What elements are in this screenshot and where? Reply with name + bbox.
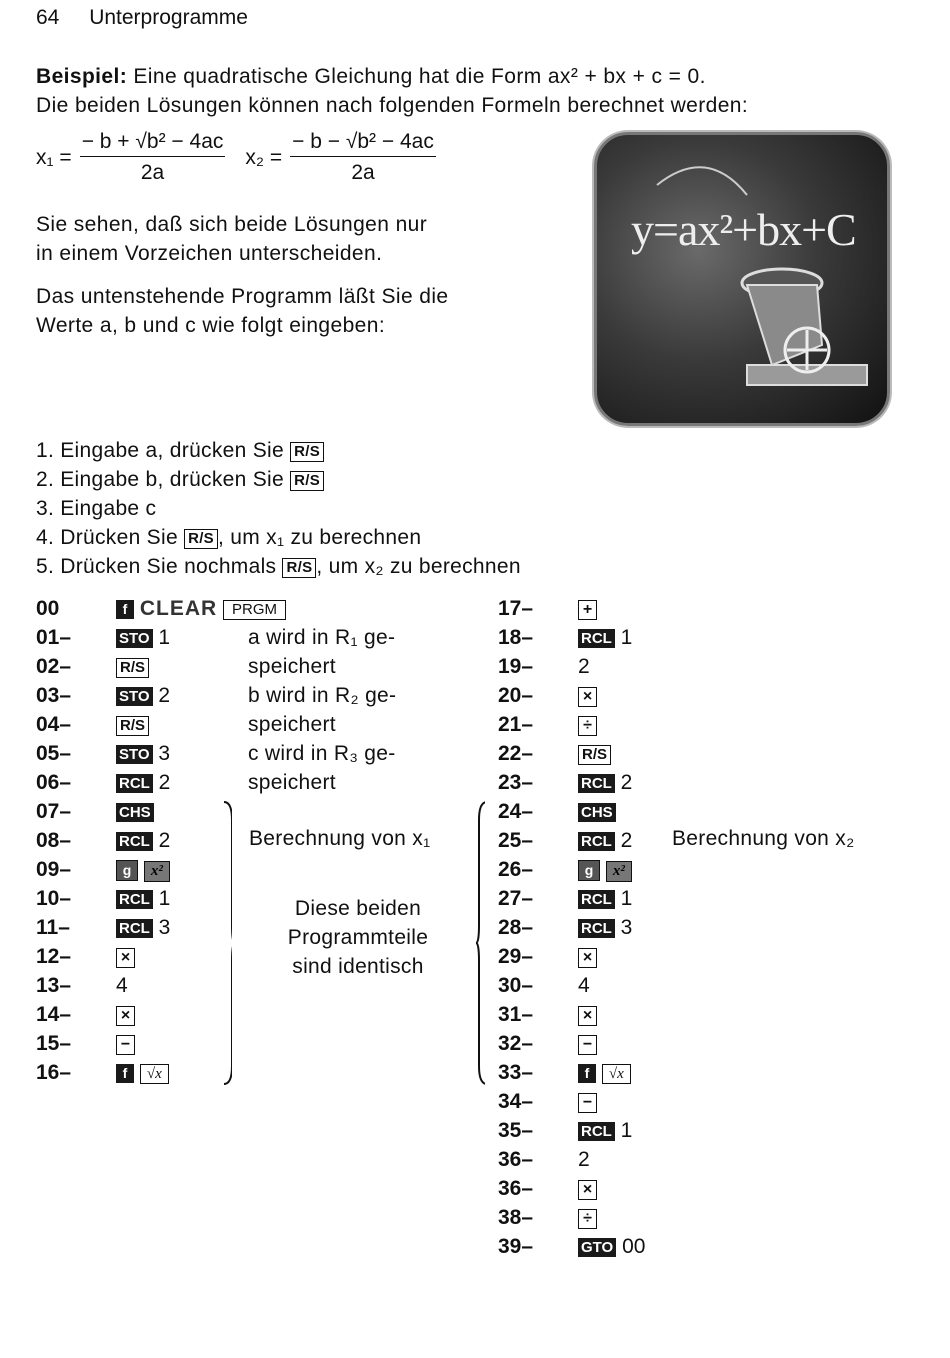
line-number: 28– bbox=[498, 916, 534, 939]
x-squared-key: x² bbox=[144, 861, 170, 882]
key-argument: 4 bbox=[116, 974, 128, 997]
keystrokes bbox=[116, 855, 170, 884]
line-number: 05– bbox=[36, 742, 72, 765]
key-argument: 1 bbox=[620, 1119, 633, 1142]
line-number: 36– bbox=[498, 1148, 534, 1171]
line-number: 15– bbox=[36, 1032, 72, 1055]
step-3 bbox=[36, 494, 521, 523]
line-number: 01– bbox=[36, 626, 72, 649]
prgm-key: PRGM bbox=[223, 600, 286, 620]
keystrokes bbox=[578, 768, 632, 797]
keystrokes bbox=[116, 739, 170, 768]
keystrokes bbox=[578, 652, 590, 681]
x2-denominator: 2a bbox=[351, 161, 375, 184]
comment-line: b wird in R₂ ge- bbox=[248, 684, 397, 707]
keystrokes bbox=[578, 797, 616, 826]
keystrokes bbox=[578, 1232, 645, 1261]
comment-line: a wird in R₁ ge- bbox=[248, 626, 396, 649]
keystrokes bbox=[578, 739, 611, 768]
f-key: f bbox=[578, 1064, 596, 1083]
step-text: 4. Drücken Sie bbox=[36, 526, 178, 549]
gto-key: GTO bbox=[578, 1238, 616, 1257]
keystrokes bbox=[578, 971, 590, 1000]
keystrokes bbox=[116, 942, 135, 971]
line-number: 09– bbox=[36, 858, 72, 881]
rs-key: R/S bbox=[184, 529, 218, 549]
keystrokes bbox=[116, 826, 170, 855]
key-argument: 1 bbox=[158, 887, 171, 910]
step-4 bbox=[36, 523, 521, 552]
p2-line-1: Das untenstehende Programm läßt Sie die bbox=[36, 285, 449, 308]
x1-fraction bbox=[80, 130, 226, 185]
rcl-key: RCL bbox=[578, 1122, 615, 1141]
line-number: 10– bbox=[36, 887, 72, 910]
line-number: 26– bbox=[498, 858, 534, 881]
step-text: 1. Eingabe a, drücken Sie bbox=[36, 439, 284, 462]
x1-label: x₁ = bbox=[36, 145, 72, 169]
step-5 bbox=[36, 552, 521, 581]
operator-key: − bbox=[578, 1093, 597, 1113]
keystrokes bbox=[578, 1145, 590, 1174]
clear-label: CLEAR bbox=[139, 597, 218, 620]
line-number: 34– bbox=[498, 1090, 534, 1113]
p2-line-2: Werte a, b und c wie folgt eingeben: bbox=[36, 314, 386, 337]
sto-key: STO bbox=[116, 629, 153, 648]
left-brace bbox=[222, 800, 232, 1086]
keystrokes bbox=[116, 884, 170, 913]
rs-key: R/S bbox=[116, 658, 149, 678]
step-suffix: , um x₂ zu berechnen bbox=[316, 555, 521, 578]
sto-key: STO bbox=[116, 687, 153, 706]
keystrokes bbox=[116, 1029, 135, 1058]
line-number: 31– bbox=[498, 1003, 534, 1026]
keystrokes bbox=[578, 1000, 597, 1029]
rcl-key: RCL bbox=[116, 919, 153, 938]
keystrokes bbox=[578, 1029, 597, 1058]
line-number: 13– bbox=[36, 974, 72, 997]
line-number: 16– bbox=[36, 1061, 72, 1084]
comment-line: Diese beiden bbox=[294, 897, 422, 920]
right-brace bbox=[475, 800, 485, 1086]
line-number: 29– bbox=[498, 945, 534, 968]
line-number: 06– bbox=[36, 771, 72, 794]
key-argument: 2 bbox=[620, 771, 633, 794]
comment-store-c bbox=[248, 739, 396, 797]
sto-key: STO bbox=[116, 745, 153, 764]
rcl-key: RCL bbox=[116, 774, 153, 793]
key-argument: 4 bbox=[578, 974, 590, 997]
key-argument: 3 bbox=[620, 916, 633, 939]
line-number: 07– bbox=[36, 800, 72, 823]
comment-line: c wird in R₃ ge- bbox=[248, 742, 396, 765]
comment-identical bbox=[248, 894, 468, 981]
f-key: f bbox=[116, 600, 134, 619]
sqrt-key: √x bbox=[602, 1064, 631, 1084]
keystrokes bbox=[116, 681, 170, 710]
rcl-key: RCL bbox=[578, 890, 615, 909]
x1-denominator: 2a bbox=[140, 161, 165, 184]
line-number: 23– bbox=[498, 771, 534, 794]
line-number: 20– bbox=[498, 684, 534, 707]
line-number: 04– bbox=[36, 713, 72, 736]
operator-key: × bbox=[116, 948, 135, 968]
key-argument: 1 bbox=[620, 626, 633, 649]
intro-line-1: Eine quadratische Gleichung hat die Form ax² + bx + c = 0. bbox=[133, 65, 706, 88]
intro-paragraph bbox=[36, 62, 896, 120]
line-number: 25– bbox=[498, 829, 534, 852]
cannon-drawing bbox=[597, 135, 887, 423]
comment-line: speichert bbox=[248, 713, 336, 736]
line-number: 38– bbox=[498, 1206, 534, 1229]
rs-key: R/S bbox=[578, 745, 611, 765]
comment-store-a bbox=[248, 623, 395, 681]
keystrokes bbox=[116, 797, 154, 826]
p1-line-1: Sie sehen, daß sich beide Lösungen nur bbox=[36, 213, 428, 236]
operator-key: + bbox=[578, 600, 597, 620]
rcl-key: RCL bbox=[578, 774, 615, 793]
rs-key: R/S bbox=[282, 558, 316, 578]
comment-line: speichert bbox=[248, 655, 336, 678]
line-number: 30– bbox=[498, 974, 534, 997]
x2-numerator: − b − √b² − 4ac bbox=[290, 130, 436, 157]
key-argument: 3 bbox=[158, 742, 171, 765]
key-argument: 2 bbox=[620, 829, 633, 852]
keystrokes bbox=[116, 913, 170, 942]
comment-calc-x1: Berechnung von x₁ bbox=[249, 827, 431, 850]
comment-store-b bbox=[248, 681, 396, 739]
line-number: 33– bbox=[498, 1061, 534, 1084]
keystrokes bbox=[578, 1174, 597, 1203]
sqrt-key: √x bbox=[140, 1064, 169, 1084]
input-steps bbox=[36, 436, 521, 581]
line-number: 14– bbox=[36, 1003, 72, 1026]
comment-line: Programmteile bbox=[287, 926, 429, 949]
g-key: g bbox=[116, 860, 138, 881]
operator-key: × bbox=[578, 687, 597, 707]
comment-line: speichert bbox=[248, 771, 336, 794]
rs-key: R/S bbox=[290, 471, 324, 491]
paragraph-1 bbox=[36, 210, 556, 268]
p1-line-2: in einem Vorzeichen unterscheiden. bbox=[36, 242, 383, 265]
line-number: 17– bbox=[498, 597, 534, 620]
step-text: 3. Eingabe c bbox=[36, 497, 157, 520]
keystrokes bbox=[116, 768, 170, 797]
rcl-key: RCL bbox=[578, 629, 615, 648]
line-number: 24– bbox=[498, 800, 534, 823]
quadratic-formula bbox=[36, 130, 436, 185]
keystrokes bbox=[578, 1058, 631, 1087]
x2-label: x₂ = bbox=[245, 145, 283, 169]
step-2 bbox=[36, 465, 521, 494]
page-number: 64 bbox=[36, 6, 60, 29]
example-label: Beispiel: bbox=[36, 65, 128, 88]
paragraph-2 bbox=[36, 282, 556, 340]
step-1 bbox=[36, 436, 521, 465]
key-argument: 2 bbox=[158, 771, 171, 794]
keystrokes bbox=[116, 652, 149, 681]
line-number: 32– bbox=[498, 1032, 534, 1055]
operator-key: × bbox=[116, 1006, 135, 1026]
g-key: g bbox=[578, 860, 600, 881]
key-argument: 00 bbox=[622, 1235, 646, 1258]
chapter-title: Unterprogramme bbox=[89, 6, 248, 29]
rcl-key: RCL bbox=[116, 832, 153, 851]
page-header bbox=[36, 6, 248, 30]
intro-line-2: Die beiden Lösungen können nach folgenden Formeln berechnet werden: bbox=[36, 94, 749, 117]
line-number: 03– bbox=[36, 684, 72, 707]
operator-key: ÷ bbox=[578, 716, 597, 736]
key-argument: 1 bbox=[620, 887, 633, 910]
line-number: 21– bbox=[498, 713, 534, 736]
step-suffix: , um x₁ zu berechnen bbox=[217, 526, 422, 549]
line-number: 36– bbox=[498, 1177, 534, 1200]
key-argument: 3 bbox=[158, 916, 171, 939]
comment-calc-x2: Berechnung von x₂ bbox=[672, 827, 855, 850]
line-number: 08– bbox=[36, 829, 72, 852]
keystrokes bbox=[116, 594, 286, 623]
operator-key: × bbox=[578, 1180, 597, 1200]
keystrokes bbox=[578, 1203, 597, 1232]
key-argument: 2 bbox=[578, 1148, 590, 1171]
x1-numerator: − b + √b² − 4ac bbox=[80, 130, 226, 157]
chs-key: CHS bbox=[116, 803, 154, 822]
line-number: 39– bbox=[498, 1235, 534, 1258]
keystrokes bbox=[116, 710, 149, 739]
operator-key: × bbox=[578, 1006, 597, 1026]
rcl-key: RCL bbox=[578, 832, 615, 851]
comment-line: sind identisch bbox=[292, 955, 424, 978]
step-text: 5. Drücken Sie nochmals bbox=[36, 555, 277, 578]
x2-fraction bbox=[290, 130, 436, 185]
step-text: 2. Eingabe b, drücken Sie bbox=[36, 468, 284, 491]
x-squared-key: x² bbox=[606, 861, 632, 882]
keystrokes bbox=[578, 942, 597, 971]
rcl-key: RCL bbox=[116, 890, 153, 909]
line-number: 12– bbox=[36, 945, 72, 968]
key-argument: 2 bbox=[158, 684, 171, 707]
key-argument: 2 bbox=[578, 655, 590, 678]
keystrokes bbox=[578, 623, 632, 652]
keystrokes bbox=[578, 826, 632, 855]
rcl-key: RCL bbox=[578, 919, 615, 938]
line-number: 02– bbox=[36, 655, 72, 678]
line-number: 11– bbox=[36, 916, 70, 939]
key-argument: 2 bbox=[158, 829, 171, 852]
keystrokes bbox=[116, 623, 170, 652]
line-number: 18– bbox=[498, 626, 534, 649]
keystrokes bbox=[578, 594, 597, 623]
chs-key: CHS bbox=[578, 803, 616, 822]
line-number: 19– bbox=[498, 655, 534, 678]
keystrokes bbox=[116, 1000, 135, 1029]
line-number: 00 bbox=[36, 597, 60, 620]
line-number: 35– bbox=[498, 1119, 534, 1142]
keystrokes bbox=[578, 1116, 632, 1145]
keystrokes bbox=[116, 1058, 169, 1087]
cannon-illustration bbox=[594, 132, 890, 426]
operator-key: − bbox=[578, 1035, 597, 1055]
keystrokes bbox=[578, 913, 632, 942]
key-argument: 1 bbox=[158, 626, 171, 649]
rs-key: R/S bbox=[290, 442, 324, 462]
operator-key: × bbox=[578, 948, 597, 968]
keystrokes bbox=[578, 681, 597, 710]
f-key: f bbox=[116, 1064, 134, 1083]
figure-equation: y=ax²+bx+C bbox=[631, 204, 856, 255]
keystrokes bbox=[578, 855, 632, 884]
line-number: 27– bbox=[498, 887, 534, 910]
operator-key: ÷ bbox=[578, 1209, 597, 1229]
keystrokes bbox=[116, 971, 128, 1000]
keystrokes bbox=[578, 710, 597, 739]
keystrokes bbox=[578, 1087, 597, 1116]
keystrokes bbox=[578, 884, 632, 913]
rs-key: R/S bbox=[116, 716, 149, 736]
operator-key: − bbox=[116, 1035, 135, 1055]
line-number: 22– bbox=[498, 742, 534, 765]
